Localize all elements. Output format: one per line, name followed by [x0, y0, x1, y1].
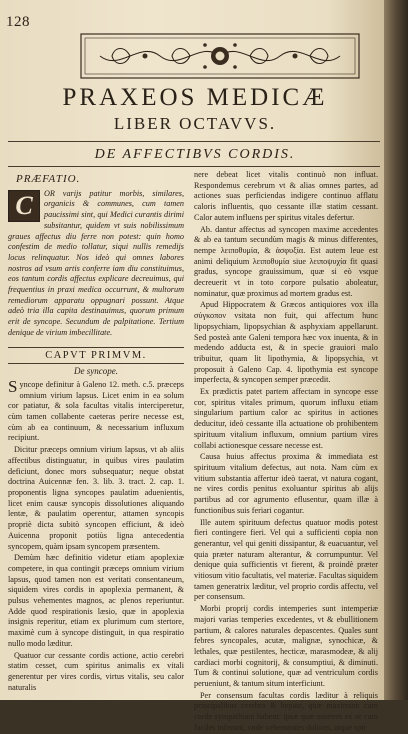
heading-rule-bottom — [8, 166, 380, 167]
heading-rule-top — [8, 141, 380, 142]
paragraph: Per consensum facultas cordis læditur à reliquis principalibus cerebro & hepate, quæ maximum cum corde sympathiam habent: ipsæ quæ mortem ex se cum faciles inferunt, vnde vehementes dolores, atque spir — [194, 690, 378, 732]
paragraph: Ex prædictis patet partem affectam in syncope esse cor, spiritus vitales primum, quorum influxu etiam singularium partium calor ac spiritus in actiones deducitur, ideò cessante illa actuatione ob prohibentem spirituum vitalium influxum, omnium partium vires collabi actionesque cessare necesse est. — [194, 387, 378, 450]
paragraph: nere debeat licet vitalis continuò non influat. Respondemus cerebrum vt & alias omnes partes, ad actiones suas perficiendas indigere continuo afflatu caloris influentis, quo cessante illæ statim cessant. Calor autem influens per spiritus vitales defertur. — [194, 170, 378, 222]
paragraph: Morbi proprij cordis intemperies sunt intemperiæ majori varias temperies excedentes, vt & ebullitionem partium, & calores naturales depascentes. Quales sunt febres syncopales, acutæ, malignæ, synochicæ, & lethales, quæ pestilentes, hecticæ, marasmodeæ, & alij cardiaci morbi cognitorij, & consumptiui, & diminuti. Tum & continui solutione, quæ ad ventriculum cordis perueniunt, & tantum situm interficiunt. — [194, 604, 378, 689]
paragraph: Demùm hæc definitio videtur etiam apoplexiæ competere, in qua contingit præceps omnium virium lapsus, quod tamen non est veritati consentaneum, siquidem vires cordis in apoplexia permanent, & pulsus vehementes magnos, ac plenos reperiuntur. Adde quod respirationis læsio, quæ in apoplexia insignis reperitur, etiam ex plurimum cum stertore, maximè cum à syncope distinguit, in qua respiratio nullo modo læditur. — [8, 553, 184, 648]
dropcap-letter: C — [8, 190, 40, 222]
initial-letter: S — [8, 376, 18, 396]
paragraph: Dicitur præceps omnium virium lapsus, vt ab aliis affectibus distinguatur, in quibus vires paulatim deficiunt, donec mors subsequatur; neque obstat doctrina Auicennæ fen. 3. lib. 3. tract. 2. cap. 1. proponentis ligna syncopes paulatim aduenientis, licet enim causæ syncopis dissolutiones aliquando lentæ, & paulatim operentur, attamen syncopis propriè dicta subitò syncopen efficiunt, & ideò Auicenna proponit potiùs ligna antecedentia syncopem, quàm ipsam syncopem præsentem. — [8, 445, 184, 551]
chapter-subtitle: De syncope. — [74, 366, 118, 377]
paragraph: Quatuor cur cessante cordis actione, actio cerebri statim cesset, cum spiritus animalis ex vitali generentur per vires cordis, virtus vitalis, seu calor naturalis — [8, 650, 184, 692]
book-subtitle: LIBER OCTAVVS. — [113, 114, 277, 133]
section-heading: DE AFFECTIBVS CORDIS. — [94, 147, 296, 162]
paragraph: Ab. dantur affectus ad syncopen maxime accedentes & ab ea tantum secundùm magis & minus differentes, nempe λειποθυμία, & ἀσφυξία. Est autem leue est animi deliquium λειποθυμία siue λειποψυχία fit quasi gradus, syncope grauissimum, quæ si eò vsque decreuerit vt in toto corpore pulsatio aboleatur, nominatur, quæ proximus ad mortem gradus est. — [194, 224, 378, 298]
book-title: PRAXEOS MEDICÆ — [62, 84, 328, 111]
paragraph: Ille autem spirituum defectus quatuor modis potest fieri contingere fieri. Vel qui a sufficienti copia non generantur, vel qui geniti dissipantur, & euacuantur, vel quia præter naturam alterantur, & corrumpuntur. Vel denique quia sufficientis vt fierent, & proindè præter vitiosum vitio facultatis, vel materiæ. Facultas siquidem tamen generatrix læditur, vel proprio cordis affectu, vel per consensum. — [194, 517, 378, 602]
left-column — [8, 174, 184, 700]
praefatio-paragraph — [8, 189, 184, 339]
book-gutter — [384, 0, 408, 700]
headpiece-ornament — [80, 32, 360, 80]
paragraph: Syncope definitur à Galeno 12. meth. c.5. præceps omnium virium lapsus. Licet enim in ea solum cor patiatur, & sola facultas vitalis interciperetur, cùm tamen collabente caeteras perire necesse est, cùm ab ea continuum, & necessarium influxum recipiunt. — [8, 376, 184, 443]
paragraph: Apud Hippocratem & Græcos antiquiores vox illa σύγκοπον vsitata non fuit, qui affectum hunc lipopsychiam, lipopsychian & asphyxiam appellarunt. Sed posteà ante Galeni tempora hæc vox inuenta, & in medendo adducta est, & in specie grauiori malo tribuitur, quam lit lipothymia, & lipopsychia, vt proposuit à Galeno Cap. 4. lipothymia est syncope imperfecta, & syncopen semper præcedit. — [194, 300, 378, 385]
page-number: 128 — [6, 14, 30, 30]
praefatio-text: OR varijs patitur morbis, similares, organicis & communes, cum tamen paucissimi sint, qui Medici curantis dirimi subsitantur, quidem vt suis nobilissimum graues affectus diu ferre non potest: quin homo confestim de medio tollatur, siqui nullis remedijs locus relinquatur. Nos ideò qui omnes labores nostros ad vsum artis conferre iam diu constituimus, eos tantum cordis affectus explicare decreuimus, qui frequentius in praxi medica occurrunt, & multorum remediorum apparatu oppugnari possunt. Atque adeò tria illa capita destinauimus, quorum primum erit de syncope. Secundum de palpitatione. Tertium denique de virium imbecillitate. — [8, 188, 184, 337]
praefatio-heading: PRÆFATIO. — [16, 173, 81, 185]
paragraph: Causa huius affectus proxima & immediata est spirituum vitalium defectus, aut nota. Nam cùm ex vitium substantia affertur ideò taerat, vt natura cogant, ne vires cordis penitus exoluantur spiritus ab alijs partibus ad cor agrumento eflusentur, quam illæ à functionibus suis feriari cogantur. — [194, 452, 378, 515]
right-column — [194, 170, 378, 732]
chapter-title: CAPVT PRIMVM. — [8, 347, 184, 365]
